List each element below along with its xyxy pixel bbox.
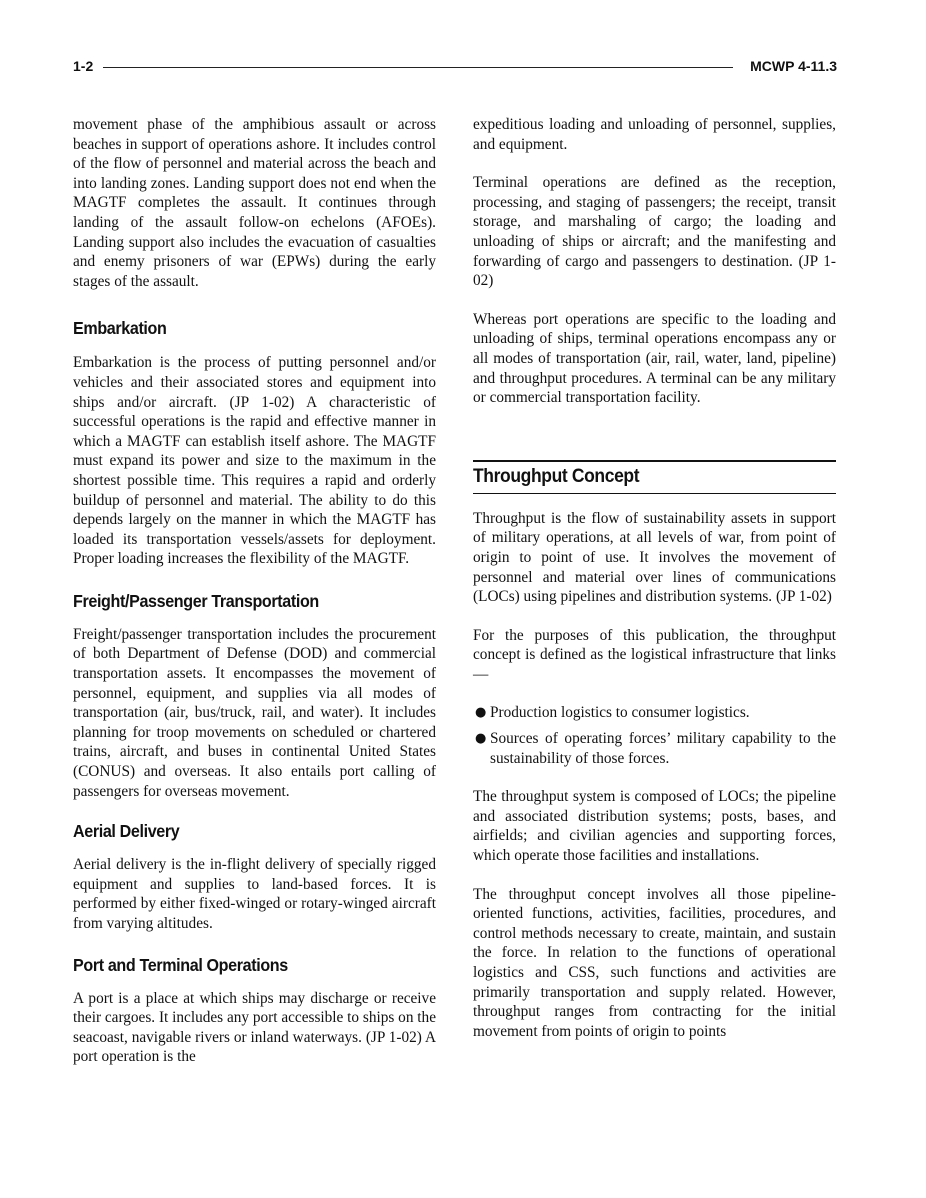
left-column <box>73 115 436 1067</box>
aerial-paragraph: Aerial delivery is the in-flight delivery of specially rigged equipment and supplies to land-based forces. It is performed by either fixed-winged or rotary-winged aircraft from varying altitudes. <box>73 856 436 932</box>
freight-paragraph: Freight/passenger transportation includes the procurement of both Department of Defense (DOD) and commercial transportation assets. It encompasses the movement of personnel, equipment, and supplies via all modes of transportation (air, bus/truck, rail, and water). It includes planning for troop movements on scheduled or chartered trains, aircraft, and buses in continental United States (CONUS) and overseas. It also entails port calling of passengers for overseas movement. <box>73 625 436 800</box>
bullet-icon: ● <box>475 731 487 747</box>
throughput-paragraph-1: Throughput is the flow of sustainability assets in support of military operations, at all levels of war, from point of origin to point of use. It involves the movement of personnel and material over lines of communications (LOCs) using pipelines and distribution systems. (JP 1-02) <box>473 509 836 606</box>
freight-heading: Freight/Passenger Transportation <box>73 590 319 611</box>
right-paragraph-3: Whereas port operations are specific to the loading and unloading of ships, terminal operations encompass any or all modes of transportation (air, rail, water, land, pipeline) and throughput procedures. A terminal can be any military or commercial transportation facility. <box>473 310 836 407</box>
right-column <box>473 115 836 1041</box>
throughput-paragraph-3: The throughput system is composed of LOCs; the pipeline and associated distribution systems; posts, bases, and airfields; and civilian agencies and supporting forces, which operate those facilities and installations. <box>473 788 836 865</box>
throughput-heading: Throughput Concept <box>473 465 640 487</box>
throughput-paragraph-2: For the purposes of this publication, the throughput concept is defined as the logistical infrastructure that links— <box>473 626 836 683</box>
throughput-paragraph-4: The throughput concept involves all those pipeline-oriented functions, activities, facilities, procedures, and control methods necessary to create, maintain, and sustain the force. In relation to the functions of operational logistics and CSS, such functions and activities are primarily transportation and supply related. However, throughput ranges from contracting for the initial movement from points of origin to points <box>473 885 836 1040</box>
section-header-throughput <box>473 460 836 494</box>
port-heading: Port and Terminal Operations <box>73 954 288 975</box>
list-item <box>473 729 836 768</box>
page-header <box>73 58 837 78</box>
bullet-text: Production logistics to consumer logistics. <box>490 704 750 722</box>
bullet-icon: ● <box>475 705 487 721</box>
page-number: 1-2 <box>73 58 94 74</box>
list-item <box>473 703 836 723</box>
right-paragraph-1: expeditious loading and unloading of personnel, supplies, and equipment. <box>473 116 836 153</box>
port-paragraph: A port is a place at which ships may discharge or receive their cargoes. It includes any port accessible to ships on the seacoast, navigable rivers or inland waterways. (JP 1-02) A port operation is the <box>73 989 436 1066</box>
aerial-heading: Aerial Delivery <box>73 821 180 842</box>
throughput-bullet-list <box>473 703 836 768</box>
embarkation-paragraph: Embarkation is the process of putting personnel and/or vehicles and their associated stores and equipment into ships and/or aircraft. (JP 1-02) A characteristic of successful operations is the rapid and effective manner in which a MAGTF can establish itself ashore. The MAGTF must expand its power and size to the maximum in the shortest possible time. This requires a rapid and orderly buildup of personnel and material. The ability to do this depends largely on the manner in which the MAGTF has loaded its transportation vessels/assets for deployment. Proper loading increases the flexibility of the MAGTF. <box>73 354 436 568</box>
right-paragraph-2: Terminal operations are defined as the reception, processing, and staging of passengers; the receipt, transit storage, and marshaling of cargo; the loading and unloading of ships or aircraft; and the manifesting and forwarding of cargo and passengers to destination. (JP 1-02) <box>473 174 836 290</box>
header-rule <box>103 67 733 68</box>
bullet-text: Sources of operating forces’ military capability to the sustainability of those forces. <box>490 730 836 767</box>
document-id: MCWP 4-11.3 <box>750 58 837 74</box>
embarkation-heading: Embarkation <box>73 318 167 339</box>
intro-paragraph: movement phase of the amphibious assault or across beaches in support of operations ashore. It includes control of the flow of personnel and material across the beach and into landing zones. Landing support does not end when the MAGTF completes the assault. It continues through landing of the assault follow-on echelons (AFOEs). Landing support also includes the evacuation of casualties and enemy prisoners of war (EPWs) during the early stages of the assault. <box>73 116 436 290</box>
